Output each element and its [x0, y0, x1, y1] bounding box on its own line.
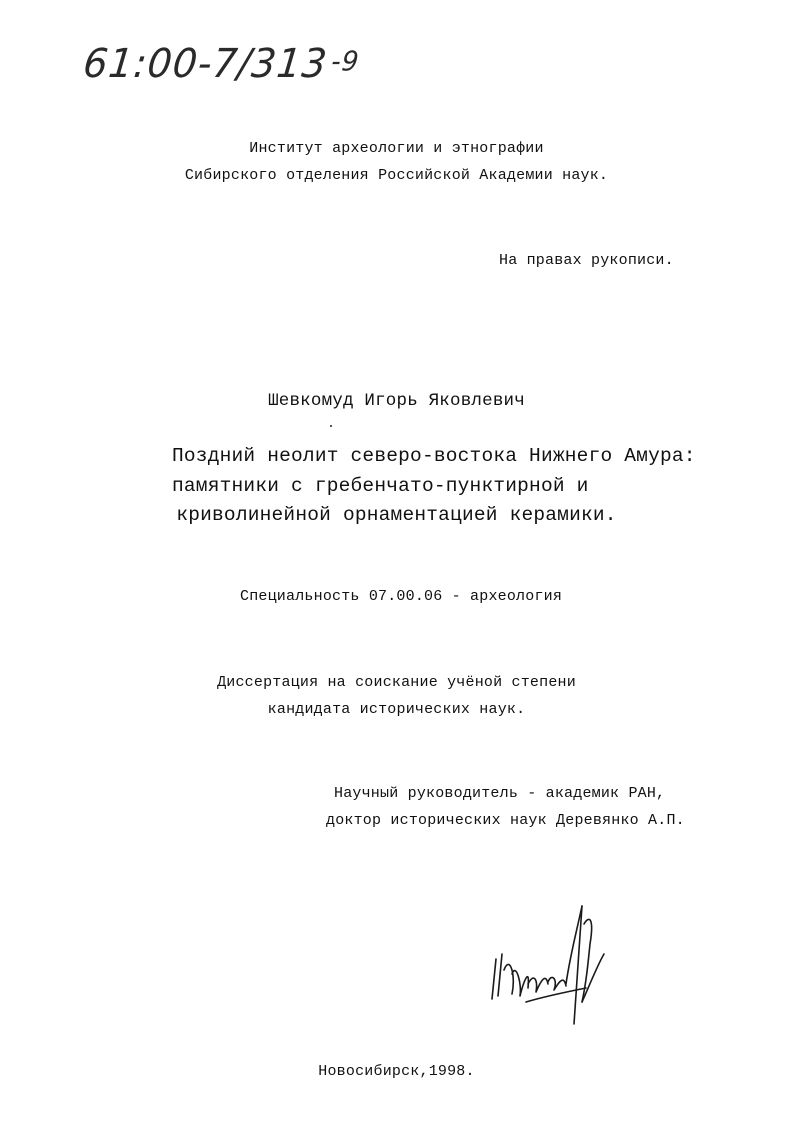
- dissertation-degree-line-1: Диссертация на соискание учёной степени: [217, 674, 576, 691]
- dissertation-title-line-1: Поздний неолит северо-востока Нижнего Амура:: [172, 445, 696, 467]
- archive-number-handwritten: [81, 40, 362, 91]
- specialty: Специальность 07.00.06 - археология: [240, 588, 563, 605]
- place-and-year: Новосибирск,1998.: [318, 1063, 475, 1080]
- archive-number-suffix: -9: [329, 46, 362, 78]
- supervisor-line-2: доктор исторических наук Деревянко А.П.: [326, 812, 685, 829]
- dissertation-title-line-2: памятники с гребенчато-пунктирной и: [172, 475, 589, 497]
- manuscript-rights: На правах рукописи.: [499, 252, 674, 269]
- dissertation-title-line-3: криволинейной орнаментацией керамики.: [176, 504, 617, 526]
- author-name: Шевкомуд Игорь Яковлевич: [268, 391, 525, 411]
- institution-line-1: Институт археологии и этнографии: [249, 140, 544, 157]
- institution-line-2: Сибирского отделения Российской Академии наук.: [184, 167, 609, 184]
- stray-dot: [330, 425, 332, 427]
- archive-number-main: 61:00-7/313: [81, 40, 330, 87]
- handwritten-signature: [486, 884, 616, 1034]
- dissertation-degree-line-2: кандидата исторических наук.: [267, 701, 526, 718]
- supervisor-line-1: Научный руководитель - академик РАН,: [334, 785, 666, 802]
